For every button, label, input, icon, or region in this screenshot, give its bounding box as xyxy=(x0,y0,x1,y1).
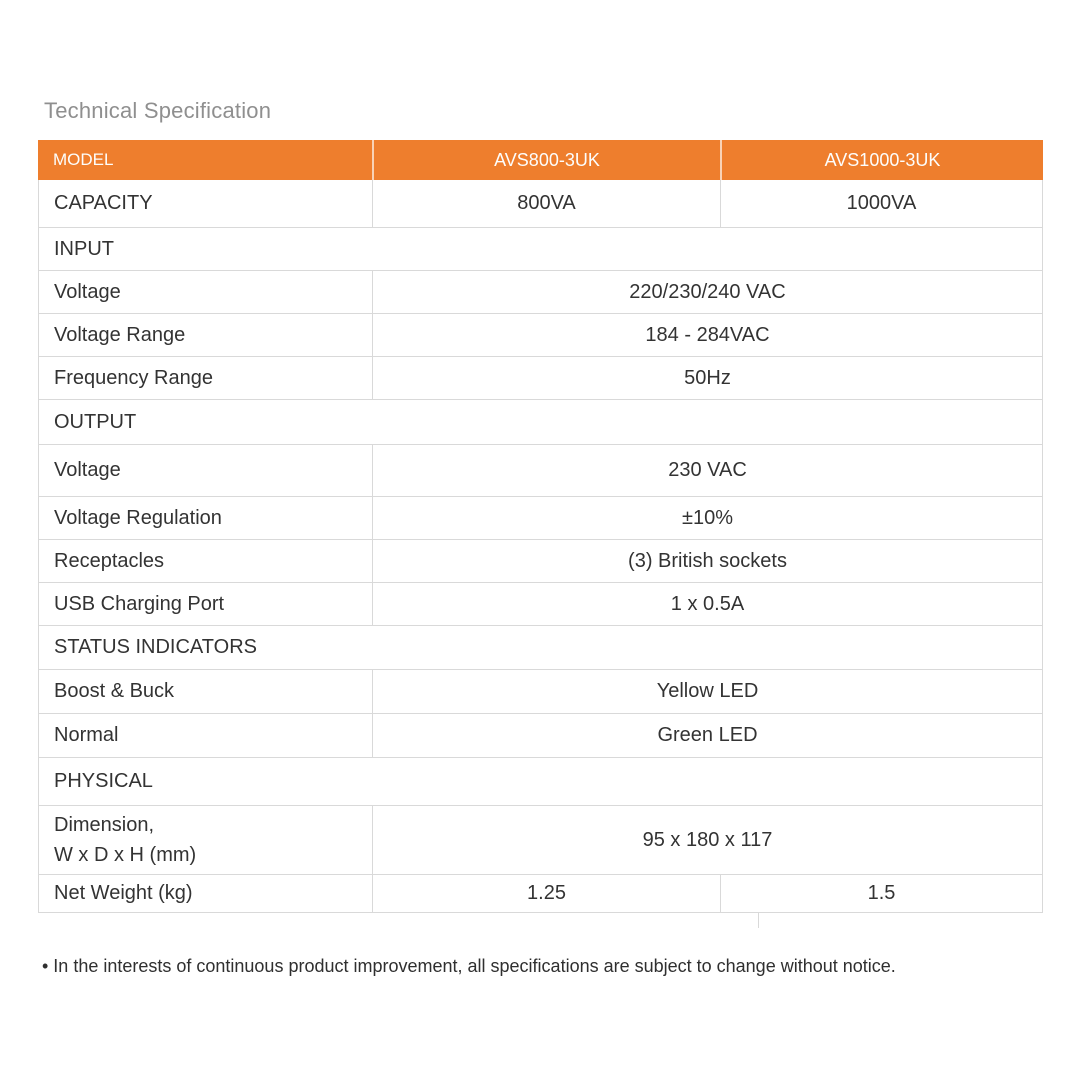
row-value-merged: 184 - 284VAC xyxy=(645,323,770,346)
row-value-merged: 220/230/240 VAC xyxy=(629,280,786,303)
row-value-avs1000: 1.5 xyxy=(867,882,896,904)
section-header-label: INPUT xyxy=(54,237,114,260)
column-divider-artifact xyxy=(758,913,759,928)
table-row-normal xyxy=(39,714,1042,758)
section-header-label: STATUS INDICATORS xyxy=(54,636,257,658)
table-row-receptacles xyxy=(39,540,1042,583)
row-value-merged: Yellow LED xyxy=(656,680,759,702)
table-section-status-indicators xyxy=(39,626,1042,670)
row-label: Normal xyxy=(39,714,373,757)
row-value-merged: (3) British sockets xyxy=(628,549,787,572)
table-row-dimension xyxy=(39,806,1042,875)
row-value-avs800: 800VA xyxy=(373,180,721,227)
row-label: Voltage Regulation xyxy=(39,497,373,539)
table-row-usb-charging-port xyxy=(39,583,1042,626)
header-cell-model-avs1000: AVS1000-3UK xyxy=(720,140,1043,180)
row-label: Voltage xyxy=(39,445,373,496)
footnote: • In the interests of continuous product improvement, all specifications are subject to change without notice. xyxy=(42,956,896,976)
table-row-voltage-regulation xyxy=(39,497,1042,540)
row-label: Voltage xyxy=(39,271,373,313)
row-label xyxy=(39,806,373,874)
row-value-merged: 230 VAC xyxy=(668,459,747,481)
row-label: Net Weight (kg) xyxy=(39,875,373,912)
table-row-net-weight xyxy=(39,875,1042,913)
row-value-merged: Green LED xyxy=(657,724,758,746)
row-label-line1: Dimension, xyxy=(54,814,155,836)
table-row-voltage-range xyxy=(39,314,1042,357)
row-value-avs800: 1.25 xyxy=(373,875,721,912)
row-value-merged: ±10% xyxy=(681,506,733,529)
row-label: Frequency Range xyxy=(39,357,373,399)
table-row-output-voltage xyxy=(39,445,1042,497)
row-label: USB Charging Port xyxy=(39,583,373,625)
section-header-label: PHYSICAL xyxy=(54,770,153,792)
table-section-input xyxy=(39,228,1042,271)
table-header-row xyxy=(38,140,1043,180)
row-label: Receptacles xyxy=(39,540,373,582)
table-row-boost-buck xyxy=(39,670,1042,714)
header-cell-model: MODEL xyxy=(53,150,114,169)
row-value-merged: 50Hz xyxy=(684,366,731,389)
table-row-capacity xyxy=(39,180,1042,228)
row-value-merged: 95 x 180 x 117 xyxy=(642,828,773,851)
table-section-physical xyxy=(39,758,1042,806)
row-value-avs1000: 1000VA xyxy=(846,192,917,214)
row-value-merged: 1 x 0.5A xyxy=(670,592,745,615)
specification-table xyxy=(38,140,1043,913)
row-label: Boost & Buck xyxy=(39,670,373,713)
table-section-output xyxy=(39,400,1042,445)
page-title: Technical Specification xyxy=(44,98,272,123)
section-header-label: OUTPUT xyxy=(54,410,137,433)
row-label: CAPACITY xyxy=(39,180,373,227)
table-body xyxy=(38,180,1043,913)
table-row-input-voltage xyxy=(39,271,1042,314)
row-label: Voltage Range xyxy=(39,314,373,356)
header-cell-model-avs800: AVS800-3UK xyxy=(372,140,720,180)
row-label-line2: W x D x H (mm) xyxy=(54,844,197,866)
table-row-frequency-range xyxy=(39,357,1042,400)
